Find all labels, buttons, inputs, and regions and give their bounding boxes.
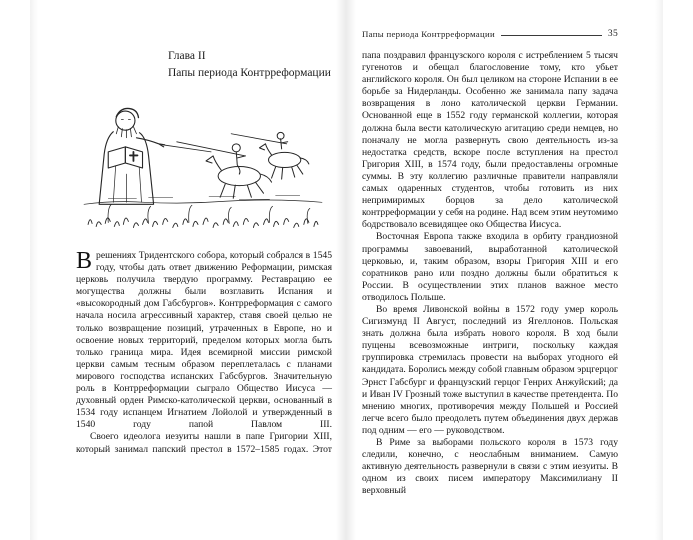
body-paragraph [76,250,332,431]
right-page-body [362,50,618,497]
gutter-shadow [336,0,356,540]
running-head [362,29,618,39]
horsemen-figures [177,132,309,198]
body-paragraph: В Риме за выборами польского короля в 1573 году следили, конечно, с неослабным вниманием. Самую активную деятельность развернули в связи с этим иезуиты. В одном из своих писем императору Максимилиану II верховный [362,437,618,497]
chapter-heading [168,48,331,81]
running-head-rule [501,35,602,36]
grass-ground [88,204,318,227]
page-edge-left [30,0,38,540]
right-page [362,0,618,540]
left-page-body [76,250,332,456]
page-edge-right [655,0,663,540]
chapter-title: Папы периода Контрреформации [168,66,331,79]
chapter-label: Глава II [168,50,206,62]
dropcap: В [76,248,93,274]
body-paragraph: папа поздравил французского короля с истреблением 5 тысяч гугенотов и обещал благословение тому, кто убьет английского короля. Он был целиком на стороне Испании в ее борьбе за Нидерланды. Особенно же занимала папу задача возвращения в лоно католической церкви Германии. Основанной еще в 1552 году германской коллегии, которая должна была вести католическую агитацию среди немцев, но поначалу не могла развернуть свою деятельность из-за недостатка средств, вскоре после вступления на престол Григория XIII, в 1574 году, были предоставлены огромные суммы. В эту коллегию различные правители направляли самых одаренных студентов, чтобы готовить из них непримиримых борцов за дело католической контрреформации у себя на родине. Над всем этим неутомимо бодрствовало всевидящее око Общества Иисуса. [362,50,618,231]
running-head-title: Папы периода Контрреформации [362,29,495,39]
monk-figure [99,108,211,204]
page-number: 35 [607,29,618,39]
body-paragraph: Во время Ливонской войны в 1572 году умер король Сигизмунд II Август, последний из Ягеллонов. Польская знать должна была избрать нового короля. В ход были пущены всевозможные интриги, поскольку каждая группировка стремилась провести на выборах угодного ей кандидата. Боролись между собой главным образом эрцгерцог Эрнст Габсбург и французский герцог Генрих Анжуйский; да и Иван IV Грозный тоже выступил в качестве претендента. По мнению многих, противоречия между Польшей и Россией легче всего было преодолеть путем объединения двух держав под одним — его — руководством. [362,303,618,436]
left-page [76,0,332,540]
engraving-monk-with-cross-book-and-two-horsemen-icon [78,94,328,238]
body-paragraph: Восточная Европа также входила в орбиту грандиозной программы завоеваний, выработанной католической церковью, и, таким образом, взоры Григория XIII и его соратников рано или поздно должны были обратиться к России. В осуществлении этих планов важное место отводилось Польше. [362,231,618,303]
cross-book-icon [108,147,142,168]
body-paragraph: Своего идеолога иезуиты нашли в папе Григории XIII, который занимал папский престол в 1572–1585 годах. Этот [76,431,332,455]
paragraph-text: решениях Тридентского собора, который собрался в 1545 году, чтобы дать ответ движению Реформации, римская церковь получила твердую программу. Реставрацию ее могущества должны были возглавить Испания и «высокородный дом Габсбургов». Контрреформация с самого начала носила агрессивный характер, ставя своей целью не только возвращение позиций, утраченных в Европе, но и освоение новых территорий, пределом которых могла быть только граница мира. Идея всемирной миссии римской церкви самым тесным образом переплеталась с планами мирового господства испанских Габсбургов. Значительную роль в Контрреформации сыграло Общество Иисуса — духовный орден Римско-католической церкви, основанный в 1534 году испанцем Игнатием Лойолой и утвержденный в 1540 году папой Павлом III. [76,250,332,431]
